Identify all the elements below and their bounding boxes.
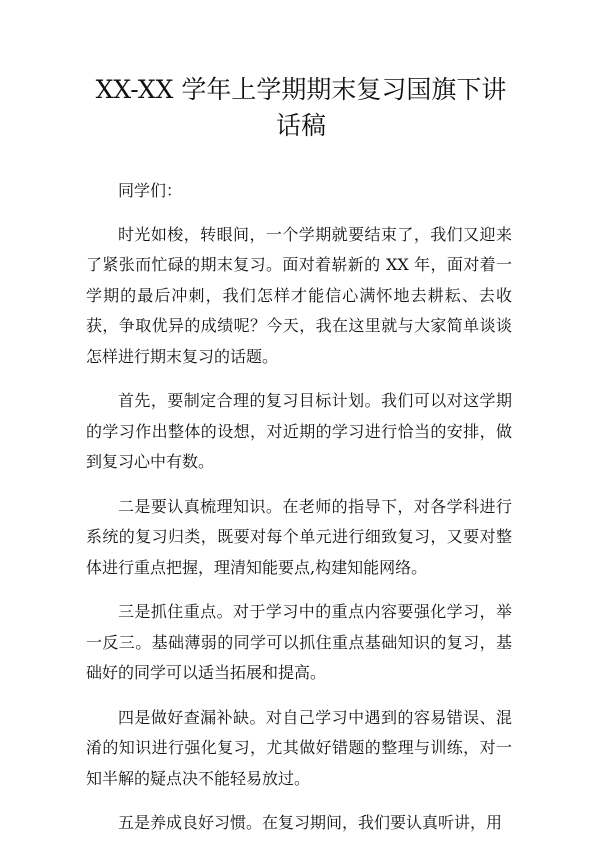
- paragraph-intro: 时光如梭，转眼间，一个学期就要结束了，我们又迎来了紧张而忙碌的期末复习。面对着崭新的 XX 年，面对着一学期的最后冲刺，我们怎样才能信心满怀地去耕耘、去收获，争取优异的成绩呢？今天，我在这里就与大家简单谈谈怎样进行期末复习的话题。: [86, 224, 512, 366]
- paragraph-review-gaps: 四是做好查漏补缺。对自己学习中遇到的容易错误、混淆的知识进行强化复习，尤其做好错题的整理与训练，对一知半解的疑点决不能轻易放过。: [86, 707, 512, 788]
- salutation: 同学们：: [118, 181, 183, 200]
- speech-body: [86, 176, 512, 853]
- paragraph-plan: 首先，要制定合理的复习目标计划。我们可以对这学期的学习作出整体的设想，对近期的学习进行恰当的安排，做到复习心中有数。: [86, 391, 512, 471]
- page-title: XX-XX 学年上学期期末复习国旗下讲话稿: [95, 75, 507, 140]
- paragraph-focus: 三是抓住重点。对于学习中的重点内容要强化学习，举一反三。基础薄弱的同学可以抓住重点基础知识的复习，基础好的同学可以适当拓展和提高。: [86, 602, 512, 682]
- paragraph-knowledge: 二是要认真梳理知识。在老师的指导下，对各学科进行系统的复习归类，既要对每个单元进行细致复习，又要对整体进行重点把握，理清知能要点,构建知能网络。: [86, 496, 512, 577]
- paragraph-habits: 五是养成良好习惯。在复习期间，我们要认真听讲，用: [118, 813, 503, 832]
